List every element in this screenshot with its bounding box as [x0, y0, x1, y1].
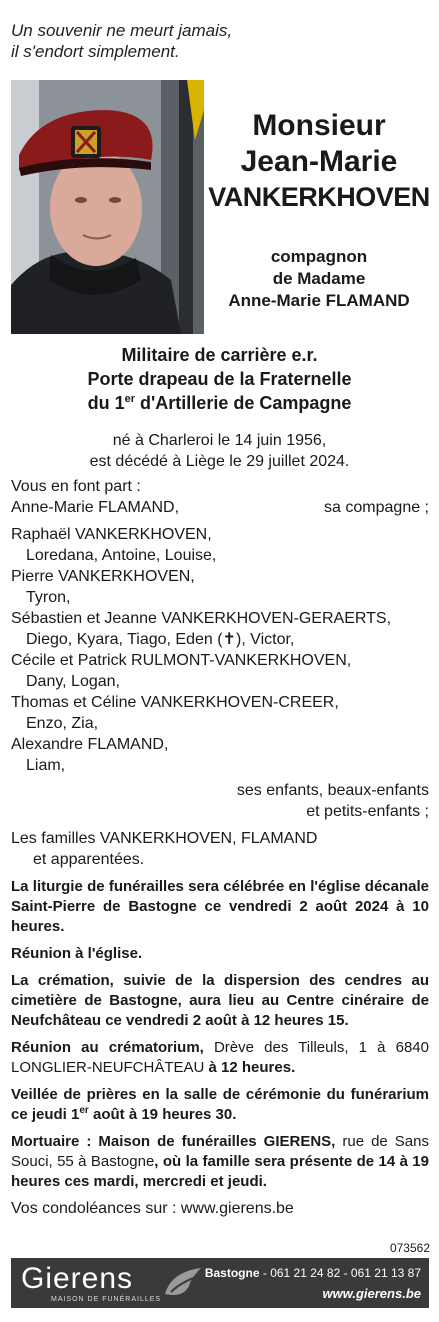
footer-phones: - 061 21 24 82 - 061 21 13 87: [259, 1266, 421, 1280]
quote-line-2: il s'endort simplement.: [11, 42, 180, 61]
military-line-3: [0, 391, 439, 415]
quote: [11, 20, 232, 62]
military-line-1: Militaire de carrière e.r.: [121, 345, 318, 365]
companion-line-1: compagnon: [270, 247, 368, 266]
vigil-sup: er: [79, 1105, 89, 1116]
deceased-name: [206, 108, 432, 214]
mortuary-bold-1: Mortuaire : Maison de funérailles GIERENS,: [11, 1133, 336, 1150]
mortuary-bold-2: , où la famille sera présente de 14 à 19 heures ces mardi, mercredi et jeudi.: [11, 1153, 429, 1190]
vigil-b: août à 19 heures 30.: [88, 1106, 237, 1123]
family-sub-2: Tyron,: [26, 589, 71, 606]
military-line-3b: d'Artillerie de Campagne: [135, 393, 352, 413]
family-sub-3: Diego, Kyara, Tiago, Eden (✝), Victor,: [26, 631, 295, 648]
family-head-1: Raphaël VANKERKHOVEN,: [11, 526, 212, 543]
condolences-text: Vos condoléances sur : www.gierens.be: [11, 1200, 294, 1217]
other-families-line-1: Les familles VANKERKHOVEN, FLAMAND: [11, 830, 318, 847]
family-head-4: Cécile et Patrick RULMONT-VANKERKHOVEN,: [11, 652, 352, 669]
death-line: est décédé à Liège le 29 juillet 2024.: [89, 453, 350, 470]
liturgy-text: La liturgie de funérailles sera célébrée en l'église décanale Saint-Pierre de Bastogne ce vendredi 2 août 2024 à 10 heures.: [11, 878, 429, 935]
portrait-photo: [11, 80, 204, 334]
crematorium-bold-2: à 12 heures.: [208, 1059, 296, 1076]
portrait-illustration: [11, 80, 204, 334]
military-line-2: Porte drapeau de la Fraternelle: [87, 369, 352, 389]
footer-website-link[interactable]: www.gierens.be: [322, 1286, 421, 1301]
family-sub-4: Dany, Logan,: [26, 673, 120, 690]
companion-line-3: Anne-Marie FLAMAND: [228, 291, 410, 310]
footer-city: Bastogne: [204, 1266, 260, 1280]
children-role-line-1: ses enfants, beaux-enfants: [236, 782, 429, 799]
footer-contact: [205, 1266, 421, 1280]
vigil-text: [11, 1085, 429, 1125]
family-head-3: Sébastien et Jeanne VANKERKHOVEN-GERAERTS,: [11, 610, 392, 627]
military-line-3-sup: er: [124, 393, 136, 405]
other-families-line-2: et apparentées.: [33, 851, 145, 868]
cremation-text: La crémation, suivie de la dispersion des cendres au cimetière de Bastogne, aura lieu au Centre cinéraire de Neufchâteau ce vendredi 2 août à 12 heures 15.: [11, 972, 429, 1029]
crematorium-bold-1: Réunion au crématorium,: [11, 1039, 204, 1056]
companion-line-2: de Madame: [272, 269, 366, 288]
family-sub-1: Loredana, Antoine, Louise,: [26, 547, 217, 564]
mortuary-text: [11, 1132, 429, 1192]
name-first: Jean-Marie: [240, 145, 398, 178]
dove-logo-icon: [161, 1264, 207, 1304]
partner-row: [11, 497, 429, 518]
footer-logo: Gierens: [21, 1262, 134, 1295]
family-head-5: Thomas et Céline VANKERKHOVEN-CREER,: [11, 694, 339, 711]
quote-line-1: Un souvenir ne meurt jamais,: [11, 21, 233, 40]
birth-death-block: [0, 430, 439, 472]
name-title: Monsieur: [252, 109, 386, 142]
partner-role: sa compagne ;: [324, 499, 429, 516]
partner-name: Anne-Marie FLAMAND,: [11, 499, 180, 516]
funeral-home-footer: [11, 1258, 429, 1308]
family-head-2: Pierre VANKERKHOVEN,: [11, 568, 195, 585]
announcement-body: [11, 476, 429, 1219]
military-line-3a: du 1: [87, 393, 125, 413]
crematorium-address: Drève des Tilleuls, 1 à 6840 LONGLIER-NEUFCHÂTEAU: [11, 1039, 429, 1076]
crematorium-text: [11, 1038, 429, 1078]
military-block: [0, 343, 439, 415]
vigil-a: Veillée de prières en la salle de cérémonie du funérarium ce jeudi 1: [11, 1086, 429, 1123]
name-last: VANKERKHOVEN: [208, 182, 430, 212]
mortuary-address: rue de Sans Souci, 55 à Bastogne: [11, 1133, 429, 1170]
intro-text: Vous en font part :: [11, 478, 141, 495]
companion-block: [206, 246, 432, 312]
family-sub-5: Enzo, Zia,: [26, 715, 99, 732]
family-head-6: Alexandre FLAMAND,: [11, 736, 169, 753]
children-role-line-2: et petits-enfants ;: [306, 803, 429, 820]
born-line: né à Charleroi le 14 juin 1956,: [112, 432, 327, 449]
footer-logo-subtitle: MAISON DE FUNÉRAILLES: [51, 1296, 162, 1303]
reference-number: 073562: [389, 1241, 430, 1255]
family-sub-6: Liam,: [26, 757, 66, 774]
meeting-church-text: Réunion à l'église.: [11, 945, 143, 962]
